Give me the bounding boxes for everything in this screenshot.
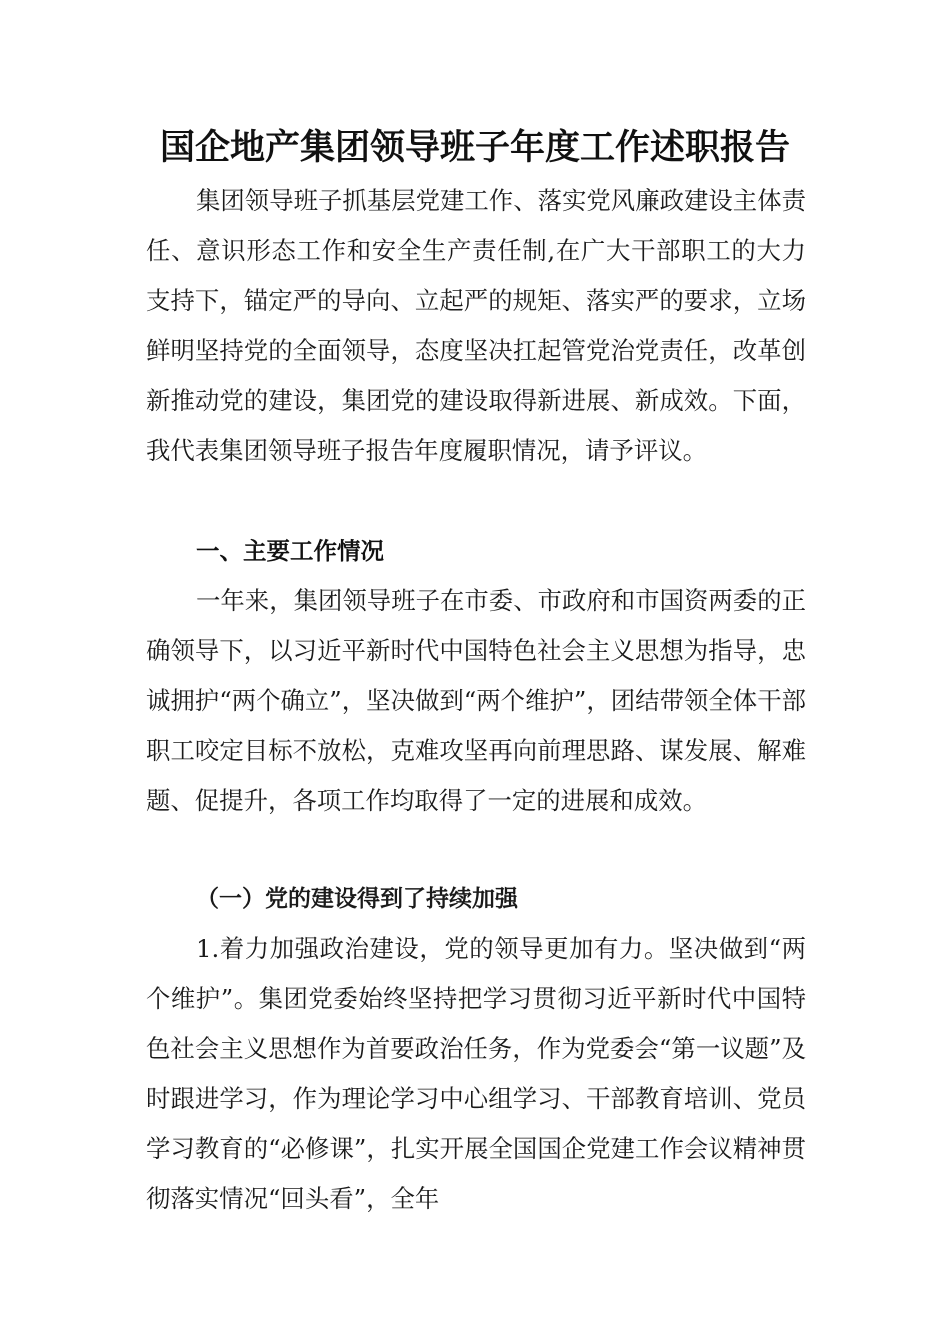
document-title: 国企地产集团领导班子年度工作述职报告: [159, 127, 790, 168]
intro-paragraph: 集团领导班子抓基层党建工作、落实党风廉政建设主体责任、意识形态工作和安全生产责任制,在广大干部职工的大力支持下，锚定严的导向、立起严的规矩、落实严的要求，立场鲜明坚持党的全面领导，态度坚决扛起管党治党责任，改革创新推动党的建设，集团党的建设取得新进展、新成效。下面，我代表集团领导班子报告年度履职情况，请予评议。: [146, 186, 806, 465]
section-heading-main-work: 一、主要工作情况: [196, 537, 384, 565]
main-work-paragraph: 一年来，集团领导班子在市委、市政府和市国资两委的正确领导下，以习近平新时代中国特色社会主义思想为指导，忠诚拥护“两个确立”，坚决做到“两个维护”，团结带领全体干部职工咬定目标不放松，克难攻坚再向前理思路、谋发展、解难题、促提升，各项工作均取得了一定的进展和成效。: [146, 586, 806, 815]
party-building-paragraph: 1.着力加强政治建设，党的领导更加有力。坚决做到“两个维护”。集团党委始终坚持把学习贯彻习近平新时代中国特色社会主义思想作为首要政治任务，作为党委会“第一议题”及时跟进学习，作为理论学习中心组学习、干部教育培训、党员学习教育的“必修课”，扎实开展全国国企党建工作会议精神贯彻落实情况“回头看”，全年: [146, 934, 806, 1213]
subsection-heading-party-building: （一）党的建设得到了持续加强: [196, 885, 518, 912]
